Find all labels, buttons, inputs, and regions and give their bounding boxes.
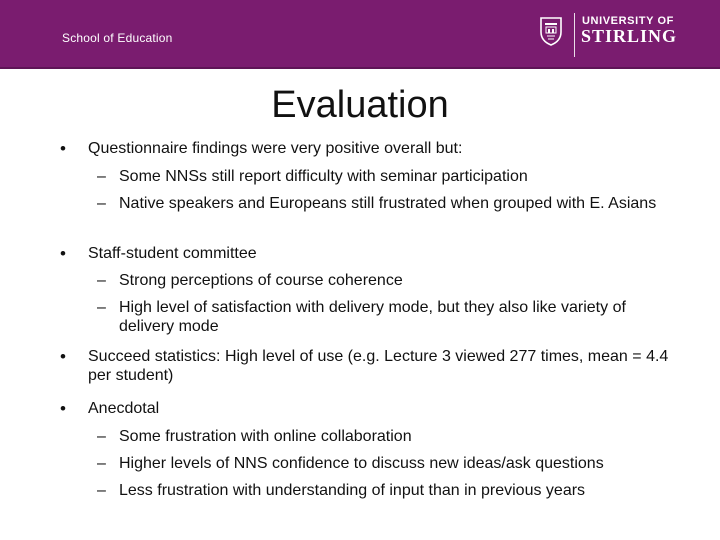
sub-point: – Some NNSs still report difficulty with seminar participation bbox=[119, 167, 679, 186]
sub-point: – Higher levels of NNS confidence to discuss new ideas/ask questions bbox=[119, 454, 679, 473]
sub-point: – High level of satisfaction with delivery mode, but they also like variety of delivery mode bbox=[119, 298, 679, 336]
bullet-point: • Staff-student committee bbox=[88, 244, 678, 263]
bullet-point: • Anecdotal bbox=[88, 399, 678, 418]
bullet-point: • Succeed statistics: High level of use (e.g. Lecture 3 viewed 277 times, mean = 4.4 per student) bbox=[88, 347, 678, 385]
header-bar bbox=[0, 0, 720, 69]
logo-divider bbox=[574, 13, 575, 57]
sub-point: – Less frustration with understanding of input than in previous years bbox=[119, 481, 679, 500]
bullet-point: • Questionnaire findings were very positive overall but: bbox=[88, 139, 678, 158]
slide-title: Evaluation bbox=[271, 84, 449, 126]
university-name-line1: UNIVERSITY OF bbox=[582, 15, 674, 27]
university-crest-icon bbox=[539, 16, 563, 46]
department-name: School of Education bbox=[62, 31, 173, 45]
sub-point: – Some frustration with online collaboration bbox=[119, 427, 679, 446]
sub-point: – Native speakers and Europeans still frustrated when grouped with E. Asians bbox=[119, 194, 679, 213]
sub-point: – Strong perceptions of course coherence bbox=[119, 271, 679, 290]
university-name-line2: STIRLING bbox=[581, 26, 678, 46]
